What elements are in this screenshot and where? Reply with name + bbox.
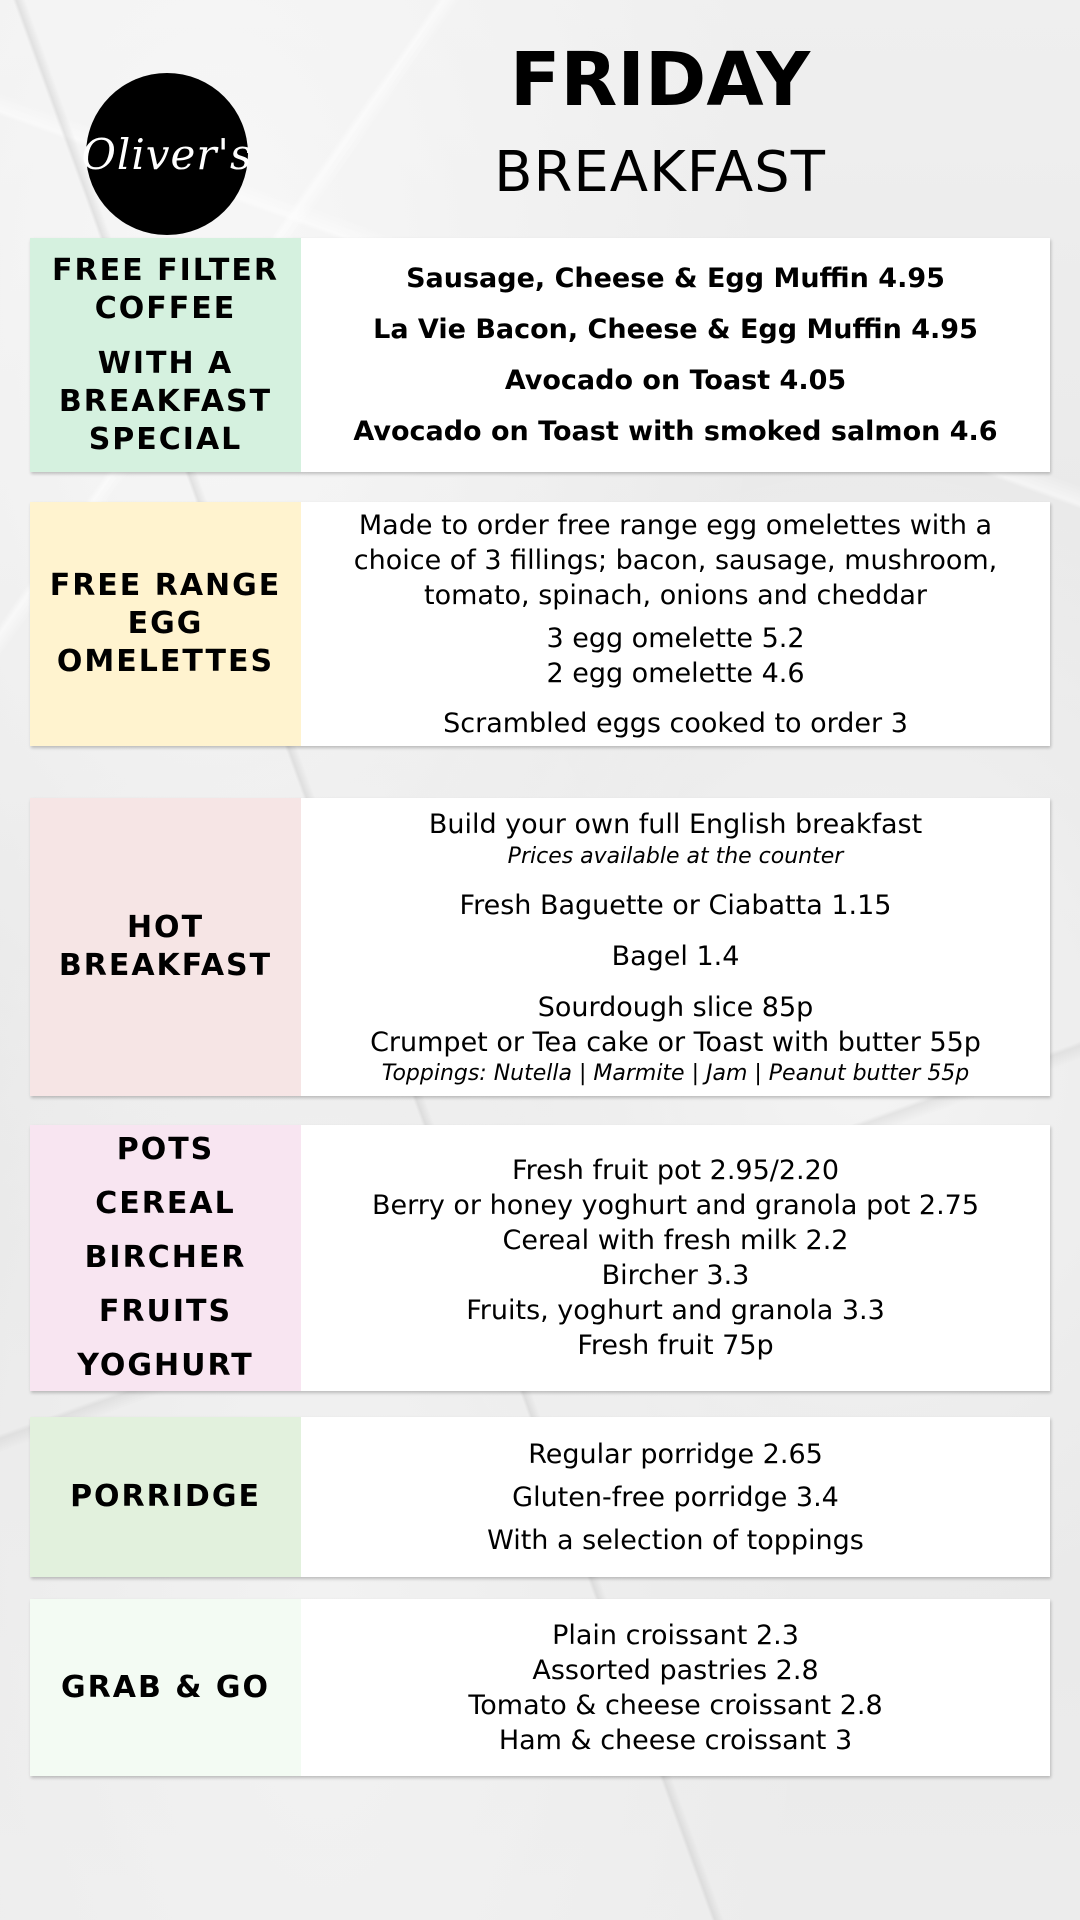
section-label [30,1417,301,1577]
menu-item: Fresh Baguette or Ciabatta 1.15 [459,889,892,921]
section-label [30,502,301,746]
section-label-line: WITH A [97,345,234,381]
section-label-line: HOT [126,910,205,945]
section-label-line: SPECIAL [88,421,243,457]
section-grab-and-go [30,1599,1050,1776]
section-content [301,1417,1050,1577]
section-label-line: GRAB & GO [61,1669,270,1705]
menu-item: Scrambled eggs cooked to order 3 [443,707,908,739]
menu-item: Assorted pastries 2.8 [532,1654,819,1686]
menu-item: 2 egg omelette 4.6 [546,657,805,689]
menu-item: Fruits, yoghurt and granola 3.3 [466,1295,885,1326]
menu-item: Sausage, Cheese & Egg Muffin 4.95 [406,263,945,294]
section-label-line: FREE FILTER [52,252,279,288]
olivers-logo [81,73,253,235]
menu-item: Ham & cheese croissant 3 [498,1724,853,1756]
section-label-line: OMELETTES [56,644,275,679]
menu-item: Fresh fruit pot 2.95/2.20 [512,1155,839,1186]
menu-item: Sourdough slice 85p [537,991,814,1023]
menu-item: Avocado on Toast with smoked salmon 4.6 [353,416,998,447]
section-label-line: BREAKFAST [58,948,273,983]
section-label [30,798,301,1096]
menu-item: Bircher 3.3 [601,1260,750,1291]
section-label-line: EGG [127,606,204,641]
section-label-line: BIRCHER [84,1240,247,1275]
menu-item: Avocado on Toast 4.05 [504,365,847,396]
menu-item: Bagel 1.4 [611,940,740,972]
section-content [301,798,1050,1096]
toppings-note: Toppings: Nutella | Marmite | Jam | Peanut butter 55p [381,1060,970,1086]
menu-item: Tomato & cheese croissant 2.8 [468,1689,883,1721]
menu-item: Berry or honey yoghurt and granola pot 2.75 [371,1190,980,1221]
section-omelettes [30,502,1050,746]
section-porridge [30,1417,1050,1577]
menu-item: Regular porridge 2.65 [528,1438,823,1470]
section-hot-breakfast [30,798,1050,1096]
section-label-line: FREE RANGE [49,568,282,603]
menu-item: La Vie Bacon, Cheese & Egg Muffin 4.95 [373,314,978,345]
section-label-line: PORRIDGE [70,1479,261,1514]
page-title-meal: BREAKFAST [494,140,826,205]
section-label [30,1599,301,1776]
price-note: Prices available at the counter [507,843,844,869]
section-label-line: BREAKFAST [58,383,273,419]
menu-item: Fresh fruit 75p [577,1330,774,1361]
menu-item: With a selection of toppings [487,1524,864,1556]
menu-item: Plain croissant 2.3 [552,1619,799,1651]
section-label-line: FRUITS [98,1294,233,1329]
menu-item: 3 egg omelette 5.2 [546,622,805,654]
menu-item: Cereal with fresh milk 2.2 [502,1225,849,1256]
omelette-description: Made to order free range egg omelettes with a choice of 3 fillings; bacon, sausage, mushroom, tomato, spinach, onions and cheddar [353,509,998,611]
section-label-line: YOGHURT [77,1348,254,1383]
section-content [301,1599,1050,1776]
section-label-line: POTS [116,1132,215,1167]
section-label-line: COFFEE [94,290,237,326]
section-label [30,1125,301,1391]
page-title-day: FRIDAY [509,37,811,123]
menu-item: Crumpet or Tea cake or Toast with butter 55p [370,1026,981,1058]
menu-item: Build your own full English breakfast [428,808,923,840]
section-breakfast-special [30,238,1050,472]
section-content [301,1125,1050,1391]
section-content [301,238,1050,472]
section-pots-cereal [30,1125,1050,1391]
logo-text: Oliver's [81,129,253,179]
section-content [301,502,1050,746]
section-label [30,238,301,472]
section-label-line: CEREAL [95,1186,236,1221]
menu-item: Gluten-free porridge 3.4 [512,1481,839,1513]
